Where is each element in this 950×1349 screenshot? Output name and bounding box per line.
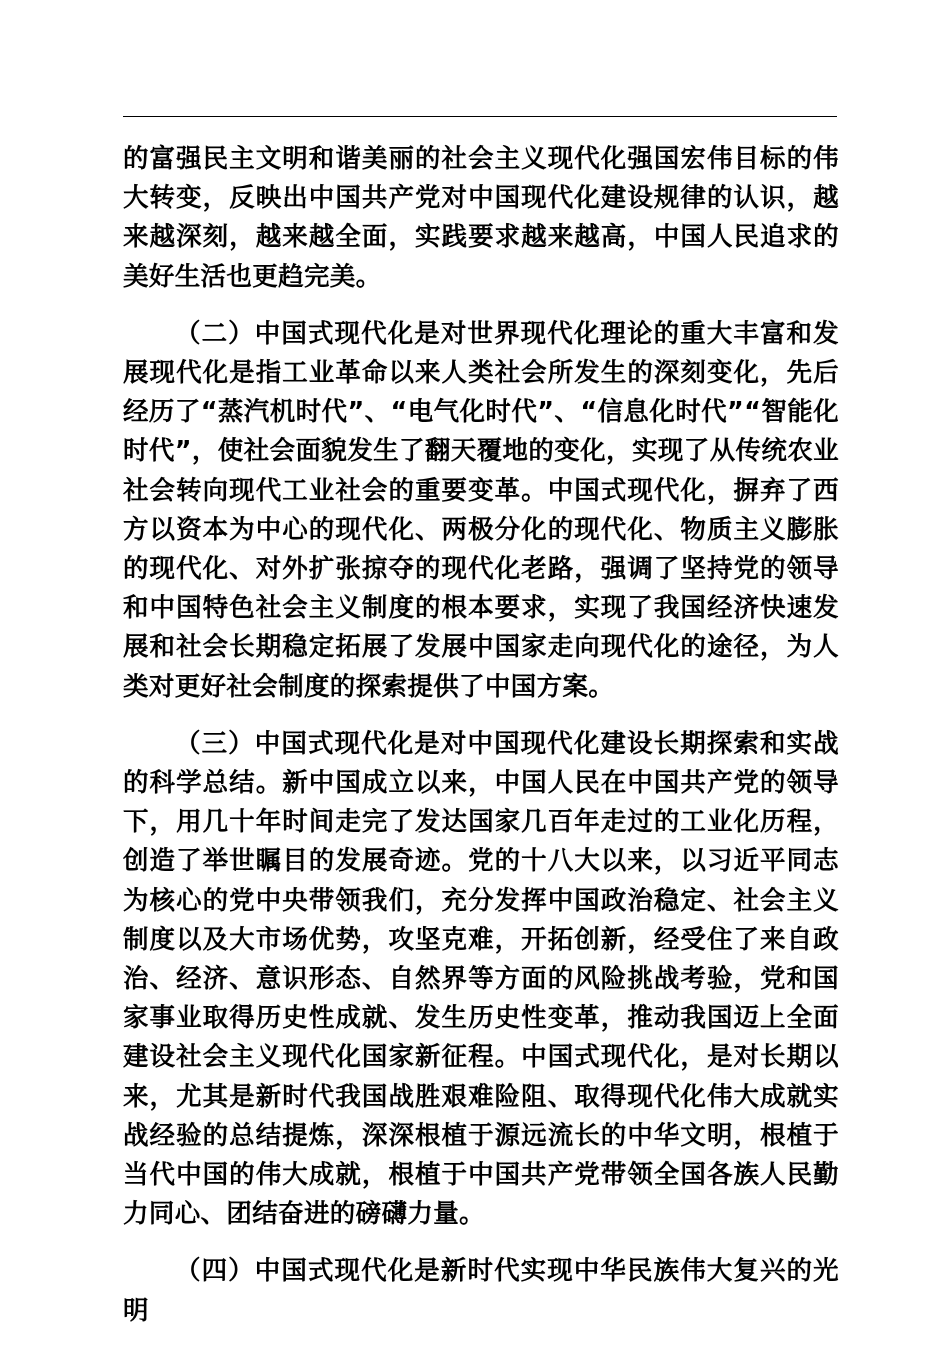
paragraph-section-2: （二）中国式现代化是对世界现代化理论的重大丰富和发展现代化是指工业革命以来人类社会所发生的深刻变化，先后经历了“蒸汽机时代”、“电气化时代”、“信息化时代”“智能化时代”，使社会面貌发生了翻天覆地的变化，实现了从传统农业社会转向现代工业社会的重要变革。中国式现代化，摒弃了西方以资本为中心的现代化、两极分化的现代化、物质主义膨胀的现代化、对外扩张掠夺的现代化老路，强调了坚持党的领导和中国特色社会主义制度的根本要求，实现了我国经济快速发展和社会长期稳定拓展了发展中国家走向现代化的途径，为人类对更好社会制度的探索提供了中国方案。 [123,318,839,702]
paragraph-section-4: （四）中国式现代化是新时代实现中华民族伟大复兴的光明 [123,1256,839,1326]
document-body [123,140,839,1349]
paragraph-section-3: （三）中国式现代化是对中国现代化建设长期探索和实战的科学总结。新中国成立以来，中国人民在中国共产党的领导下，用几十年时间走完了发达国家几百年走过的工业化历程，创造了举世瞩目的发展奇迹。党的十八大以来，以习近平同志为核心的党中央带领我们，充分发挥中国政治稳定、社会主义制度以及大市场优势，攻坚克难，开拓创新，经受住了来自政治、经济、意识形态、自然界等方面的风险挑战考验，党和国家事业取得历史性成就、发生历史性变革，推动我国迈上全面建设社会主义现代化国家新征程。中国式现代化，是对长期以来，尤其是新时代我国战胜艰难险阻、取得现代化伟大成就实战经验的总结提炼，深深根植于源远流长的中华文明，根植于当代中国的伟大成就，根植于中国共产党带领全国各族人民勤力同心、团结奋进的磅礴力量。 [123,728,839,1230]
header-divider [123,116,837,117]
paragraph-continuation: 的富强民主文明和谐美丽的社会主义现代化强国宏伟目标的伟大转变，反映出中国共产党对中国现代化建设规律的认识，越来越深刻，越来越全面，实践要求越来越高，中国人民追求的美好生活也更趋完美。 [123,144,839,292]
